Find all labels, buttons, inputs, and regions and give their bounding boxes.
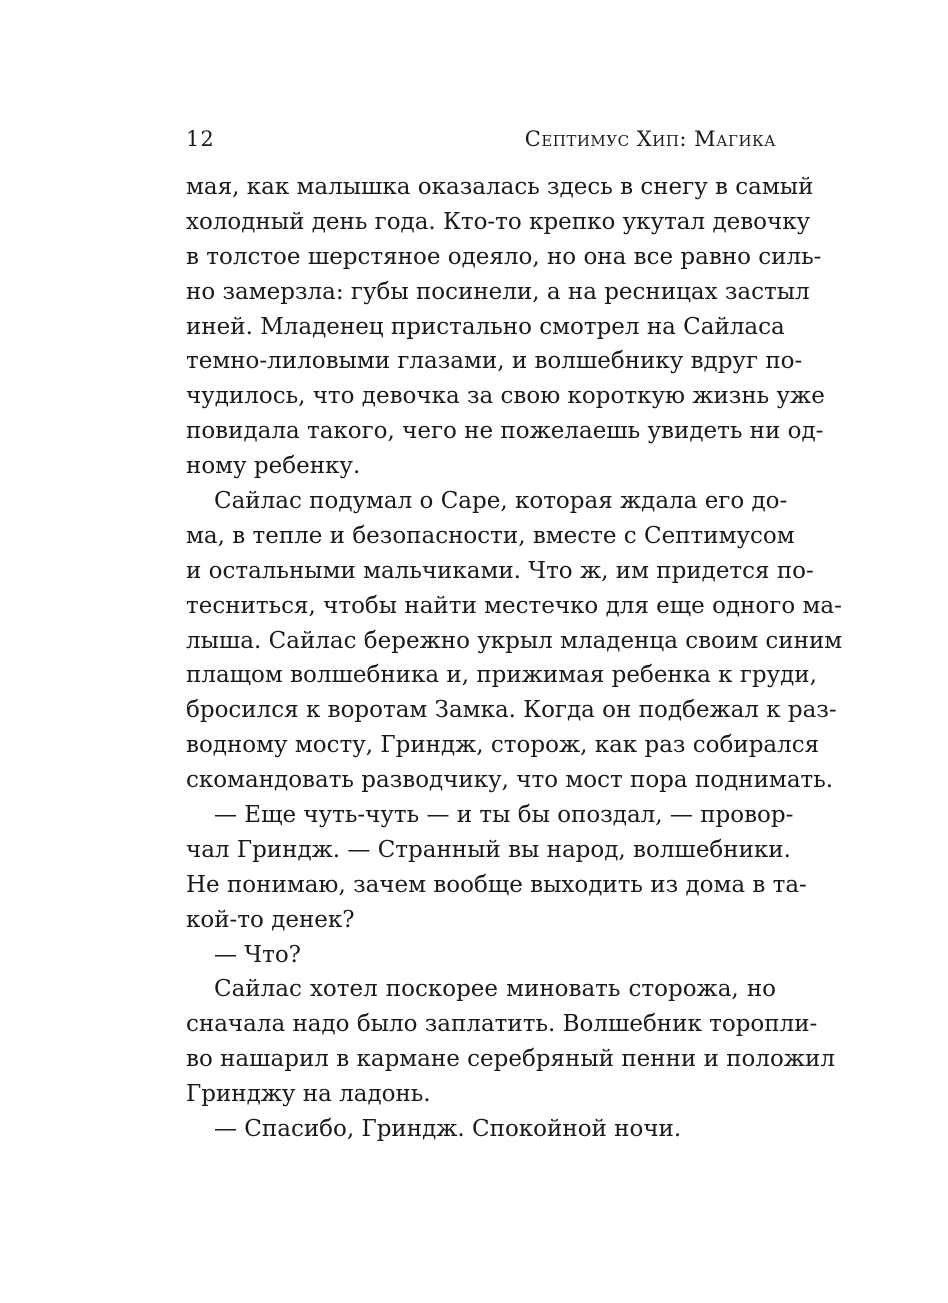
text-line: лыша. Сайлас бережно укрыл младенца своим синим: [186, 627, 843, 654]
paragraph: [186, 798, 807, 938]
text-line: темно-лиловыми глазами, и волшебнику вдруг по-: [186, 348, 803, 375]
page-header: [186, 127, 776, 157]
body-text: [186, 170, 843, 1147]
text-line: сначала надо было заплатить. Волшебник торопли-: [186, 1011, 818, 1038]
text-line: ному ребенку.: [186, 453, 361, 480]
text-line: водному мосту, Гриндж, сторож, как раз собирался: [186, 732, 820, 759]
text-line: кой-то денек?: [186, 906, 355, 933]
text-line: и остальными мальчиками. Что ж, им придется по-: [186, 557, 814, 584]
text-line: скомандовать разводчику, что мост пора поднимать.: [186, 767, 834, 794]
paragraph: [186, 484, 843, 798]
text-line: Гринджу на ладонь.: [186, 1081, 431, 1108]
text-line: холодный день года. Кто-то крепко укутал девочку: [186, 208, 811, 235]
text-line: Не понимаю, зачем вообще выходить из дома в та-: [186, 871, 807, 898]
text-line: мая, как малышка оказалась здесь в снегу в самый: [186, 174, 814, 200]
page-number: 12: [186, 127, 215, 151]
text-line: — Спасибо, Гриндж. Спокойной ночи.: [214, 1116, 682, 1143]
text-line: в толстое шерстяное одеяло, но она все равно силь-: [186, 243, 822, 270]
text-line: Сайлас хотел поскорее миновать сторожа, но: [214, 976, 776, 1003]
text-line: плащом волшебника и, прижимая ребенка к груди,: [186, 662, 817, 689]
text-line: во нашарил в кармане серебряный пенни и положил: [186, 1046, 835, 1073]
text-line: — Еще чуть-чуть — и ты бы опоздал, — провор-: [214, 802, 794, 829]
text-line: Сайлас подумал о Саре, которая ждала его до-: [214, 488, 788, 515]
paragraph: [186, 938, 776, 973]
text-line: повидала такого, чего не пожелаешь увидеть ни од-: [186, 418, 824, 445]
text-line: чал Гриндж. — Странный вы народ, волшебники.: [186, 836, 791, 863]
paragraph: [186, 1112, 776, 1147]
text-line: чудилось, что девочка за свою короткую жизнь уже: [186, 383, 825, 410]
text-line: бросился к воротам Замка. Когда он подбежал к раз-: [186, 697, 837, 724]
text-line: ма, в тепле и безопасности, вместе с Септимусом: [186, 522, 795, 549]
paragraph: [186, 972, 835, 1112]
paragraph: [186, 170, 825, 484]
text-line: но замерзла: губы посинели, а на ресницах застыл: [186, 278, 810, 305]
text-line: иней. Младенец пристально смотрел на Сайласа: [186, 313, 785, 340]
running-title: Септимус Хип: Магика: [524, 127, 776, 151]
text-line: тесниться, чтобы найти местечко для еще одного ма-: [186, 592, 842, 619]
text-line: — Что?: [214, 941, 301, 968]
